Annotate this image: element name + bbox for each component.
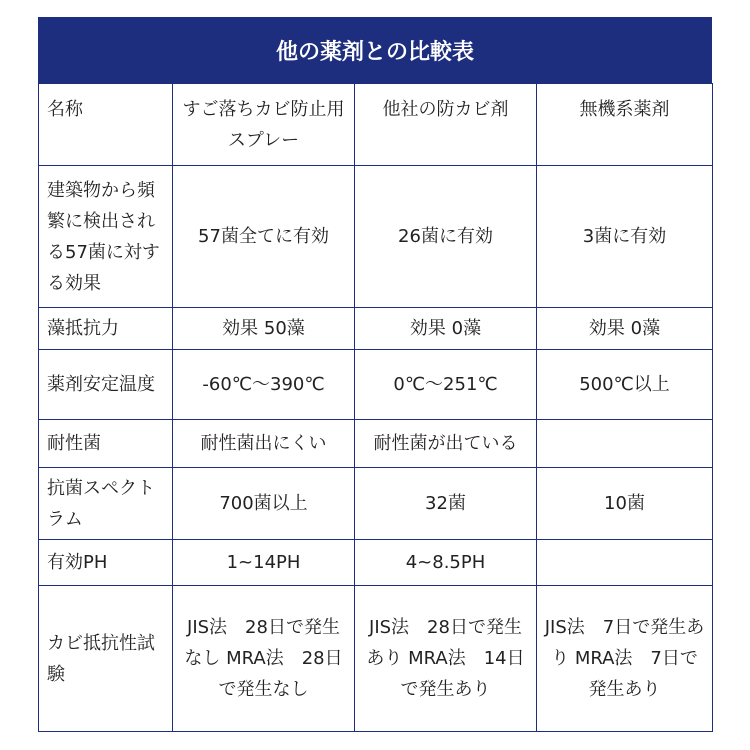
cell-inorganic: JIS法 7日で発生あり MRA法 7日で発生あり xyxy=(537,586,713,732)
cell-competitor: 効果 0藻 xyxy=(355,308,537,350)
cell-inorganic: 10菌 xyxy=(537,468,713,540)
cell-product: 効果 50藻 xyxy=(173,308,355,350)
comparison-table xyxy=(38,83,713,732)
comparison-table-frame xyxy=(38,17,712,734)
cell-competitor: 32菌 xyxy=(355,468,537,540)
table-title: 他の薬剤との比較表 xyxy=(38,17,712,83)
row-label: 薬剤安定温度 xyxy=(39,350,173,420)
cell-inorganic xyxy=(537,420,713,468)
table-row xyxy=(39,420,713,468)
cell-product: 57菌全てに有効 xyxy=(173,166,355,308)
cell-competitor: 4~8.5PH xyxy=(355,540,537,586)
cell-product: 耐性菌出にくい xyxy=(173,420,355,468)
table-row xyxy=(39,166,713,308)
cell-inorganic: 3菌に有効 xyxy=(537,166,713,308)
cell-competitor: 耐性菌が出ている xyxy=(355,420,537,468)
cell-product: -60℃～390℃ xyxy=(173,350,355,420)
header-row xyxy=(39,84,713,166)
cell-competitor: JIS法 28日で発生あり MRA法 14日で発生あり xyxy=(355,586,537,732)
row-label: 抗菌スペクトラム xyxy=(39,468,173,540)
cell-product: 700菌以上 xyxy=(173,468,355,540)
table-row xyxy=(39,308,713,350)
row-label: カビ抵抗性試験 xyxy=(39,586,173,732)
cell-inorganic: 効果 0藻 xyxy=(537,308,713,350)
table-row xyxy=(39,350,713,420)
row-label: 耐性菌 xyxy=(39,420,173,468)
table-row xyxy=(39,586,713,732)
header-inorganic: 無機系薬剤 xyxy=(537,84,713,166)
header-name: 名称 xyxy=(39,84,173,166)
table-row xyxy=(39,468,713,540)
cell-inorganic: 500℃以上 xyxy=(537,350,713,420)
row-label: 建築物から頻繁に検出される57菌に対する効果 xyxy=(39,166,173,308)
row-label: 有効PH xyxy=(39,540,173,586)
cell-competitor: 26菌に有効 xyxy=(355,166,537,308)
cell-product: JIS法 28日で発生なし MRA法 28日で発生なし xyxy=(173,586,355,732)
cell-competitor: 0℃～251℃ xyxy=(355,350,537,420)
table-row xyxy=(39,540,713,586)
header-product: すご落ちカビ防止用スプレー xyxy=(173,84,355,166)
row-label: 藻抵抗力 xyxy=(39,308,173,350)
cell-inorganic xyxy=(537,540,713,586)
header-competitor: 他社の防カビ剤 xyxy=(355,84,537,166)
cell-product: 1~14PH xyxy=(173,540,355,586)
